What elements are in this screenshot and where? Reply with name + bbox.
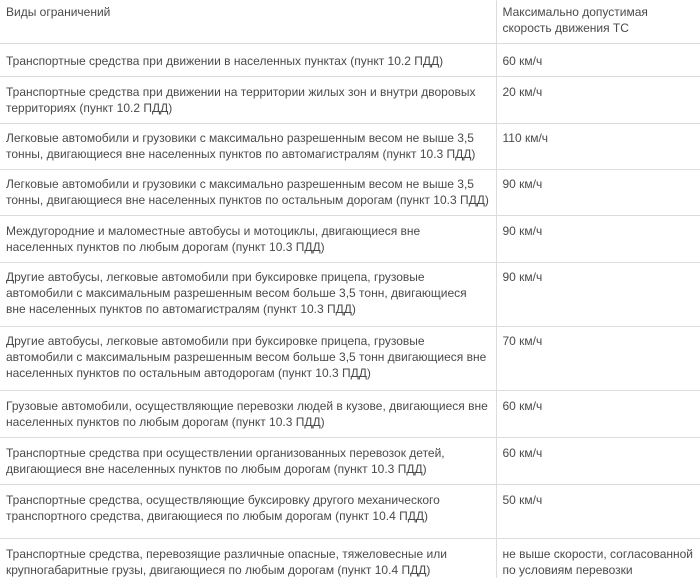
speed-cell: 50 км/ч — [496, 484, 700, 538]
speed-cell: 90 км/ч — [496, 169, 700, 215]
table-row — [0, 76, 700, 123]
table-row — [0, 215, 700, 262]
speed-cell: 60 км/ч — [496, 390, 700, 437]
table-row — [0, 169, 700, 215]
speed-cell: 70 км/ч — [496, 326, 700, 390]
header-row — [0, 0, 700, 43]
header-max-speed: Максимально допустимая скорость движения ТС — [502, 5, 648, 35]
restriction-type-cell: Легковые автомобили и грузовики с максимально разрешенным весом не выше 3,5 тонны, двигающиеся вне населенных пунктов по автомагистралям (пункт 10.3 ПДД) — [0, 123, 496, 169]
table-row — [0, 43, 700, 76]
speed-cell: 90 км/ч — [496, 262, 700, 326]
speed-cell: 110 км/ч — [496, 123, 700, 169]
table-row — [0, 484, 700, 538]
restriction-type-cell: Легковые автомобили и грузовики с максимально разрешенным весом не выше 3,5 тонны, двигающиеся вне населенных пунктов по остальным дорогам (пункт 10.3 ПДД) — [0, 169, 496, 215]
restriction-type-cell: Транспортные средства при движении в населенных пунктах (пункт 10.2 ПДД) — [0, 43, 496, 76]
speed-cell: 90 км/ч — [496, 215, 700, 262]
table-row — [0, 262, 700, 326]
speed-cell: 20 км/ч — [496, 76, 700, 123]
restriction-type-cell: Транспортные средства, осуществляющие буксировку другого механического транспортного средства, двигающиеся по любым дорогам (пункт 10.4 ПДД) — [0, 484, 496, 538]
restriction-type-cell: Другие автобусы, легковые автомобили при буксировке прицепа, грузовые автомобили с максимальным разрешенным весом больше 3,5 тонн, двигающиеся вне населенных пунктов по автомагистралям (пункт 10.3 ПДД) — [0, 262, 496, 326]
table-row — [0, 390, 700, 437]
table-row — [0, 326, 700, 390]
speed-cell: не выше скорости, согласованной по условиям перевозки — [496, 538, 700, 578]
table-row — [0, 437, 700, 484]
restriction-type-cell: Междугородние и маломестные автобусы и мотоциклы, двигающиеся вне населенных пунктов по любым дорогам (пункт 10.3 ПДД) — [0, 215, 496, 262]
restriction-type-cell: Другие автобусы, легковые автомобили при буксировке прицепа, грузовые автомобили с максимальным разрешенным весом больше 3,5 тонн двигающиеся вне населенных пунктов по остальным автодорогам (пункт 10.3 ПДД) — [0, 326, 496, 390]
speed-cell: 60 км/ч — [496, 43, 700, 76]
header-restriction-type: Виды ограничений — [0, 0, 496, 43]
speed-cell: 60 км/ч — [496, 437, 700, 484]
table-row — [0, 538, 700, 578]
restriction-type-cell: Грузовые автомобили, осуществляющие перевозки людей в кузове, двигающиеся вне населенных пунктов по любым дорогам (пункт 10.3 ПДД) — [0, 390, 496, 437]
restriction-type-cell: Транспортные средства при движении на территории жилых зон и внутри дворовых территориях (пункт 10.2 ПДД) — [0, 76, 496, 123]
restriction-type-cell: Транспортные средства при осуществлении организованных перевозок детей, двигающиеся вне населенных пунктов по любым дорогам (пункт 10.3 ПДД) — [0, 437, 496, 484]
restriction-type-cell: Транспортные средства, перевозящие различные опасные, тяжеловесные или крупногабаритные грузы, двигающиеся по любым дорогам (пункт 10.4 ПДД) — [0, 538, 496, 578]
table-row — [0, 123, 700, 169]
